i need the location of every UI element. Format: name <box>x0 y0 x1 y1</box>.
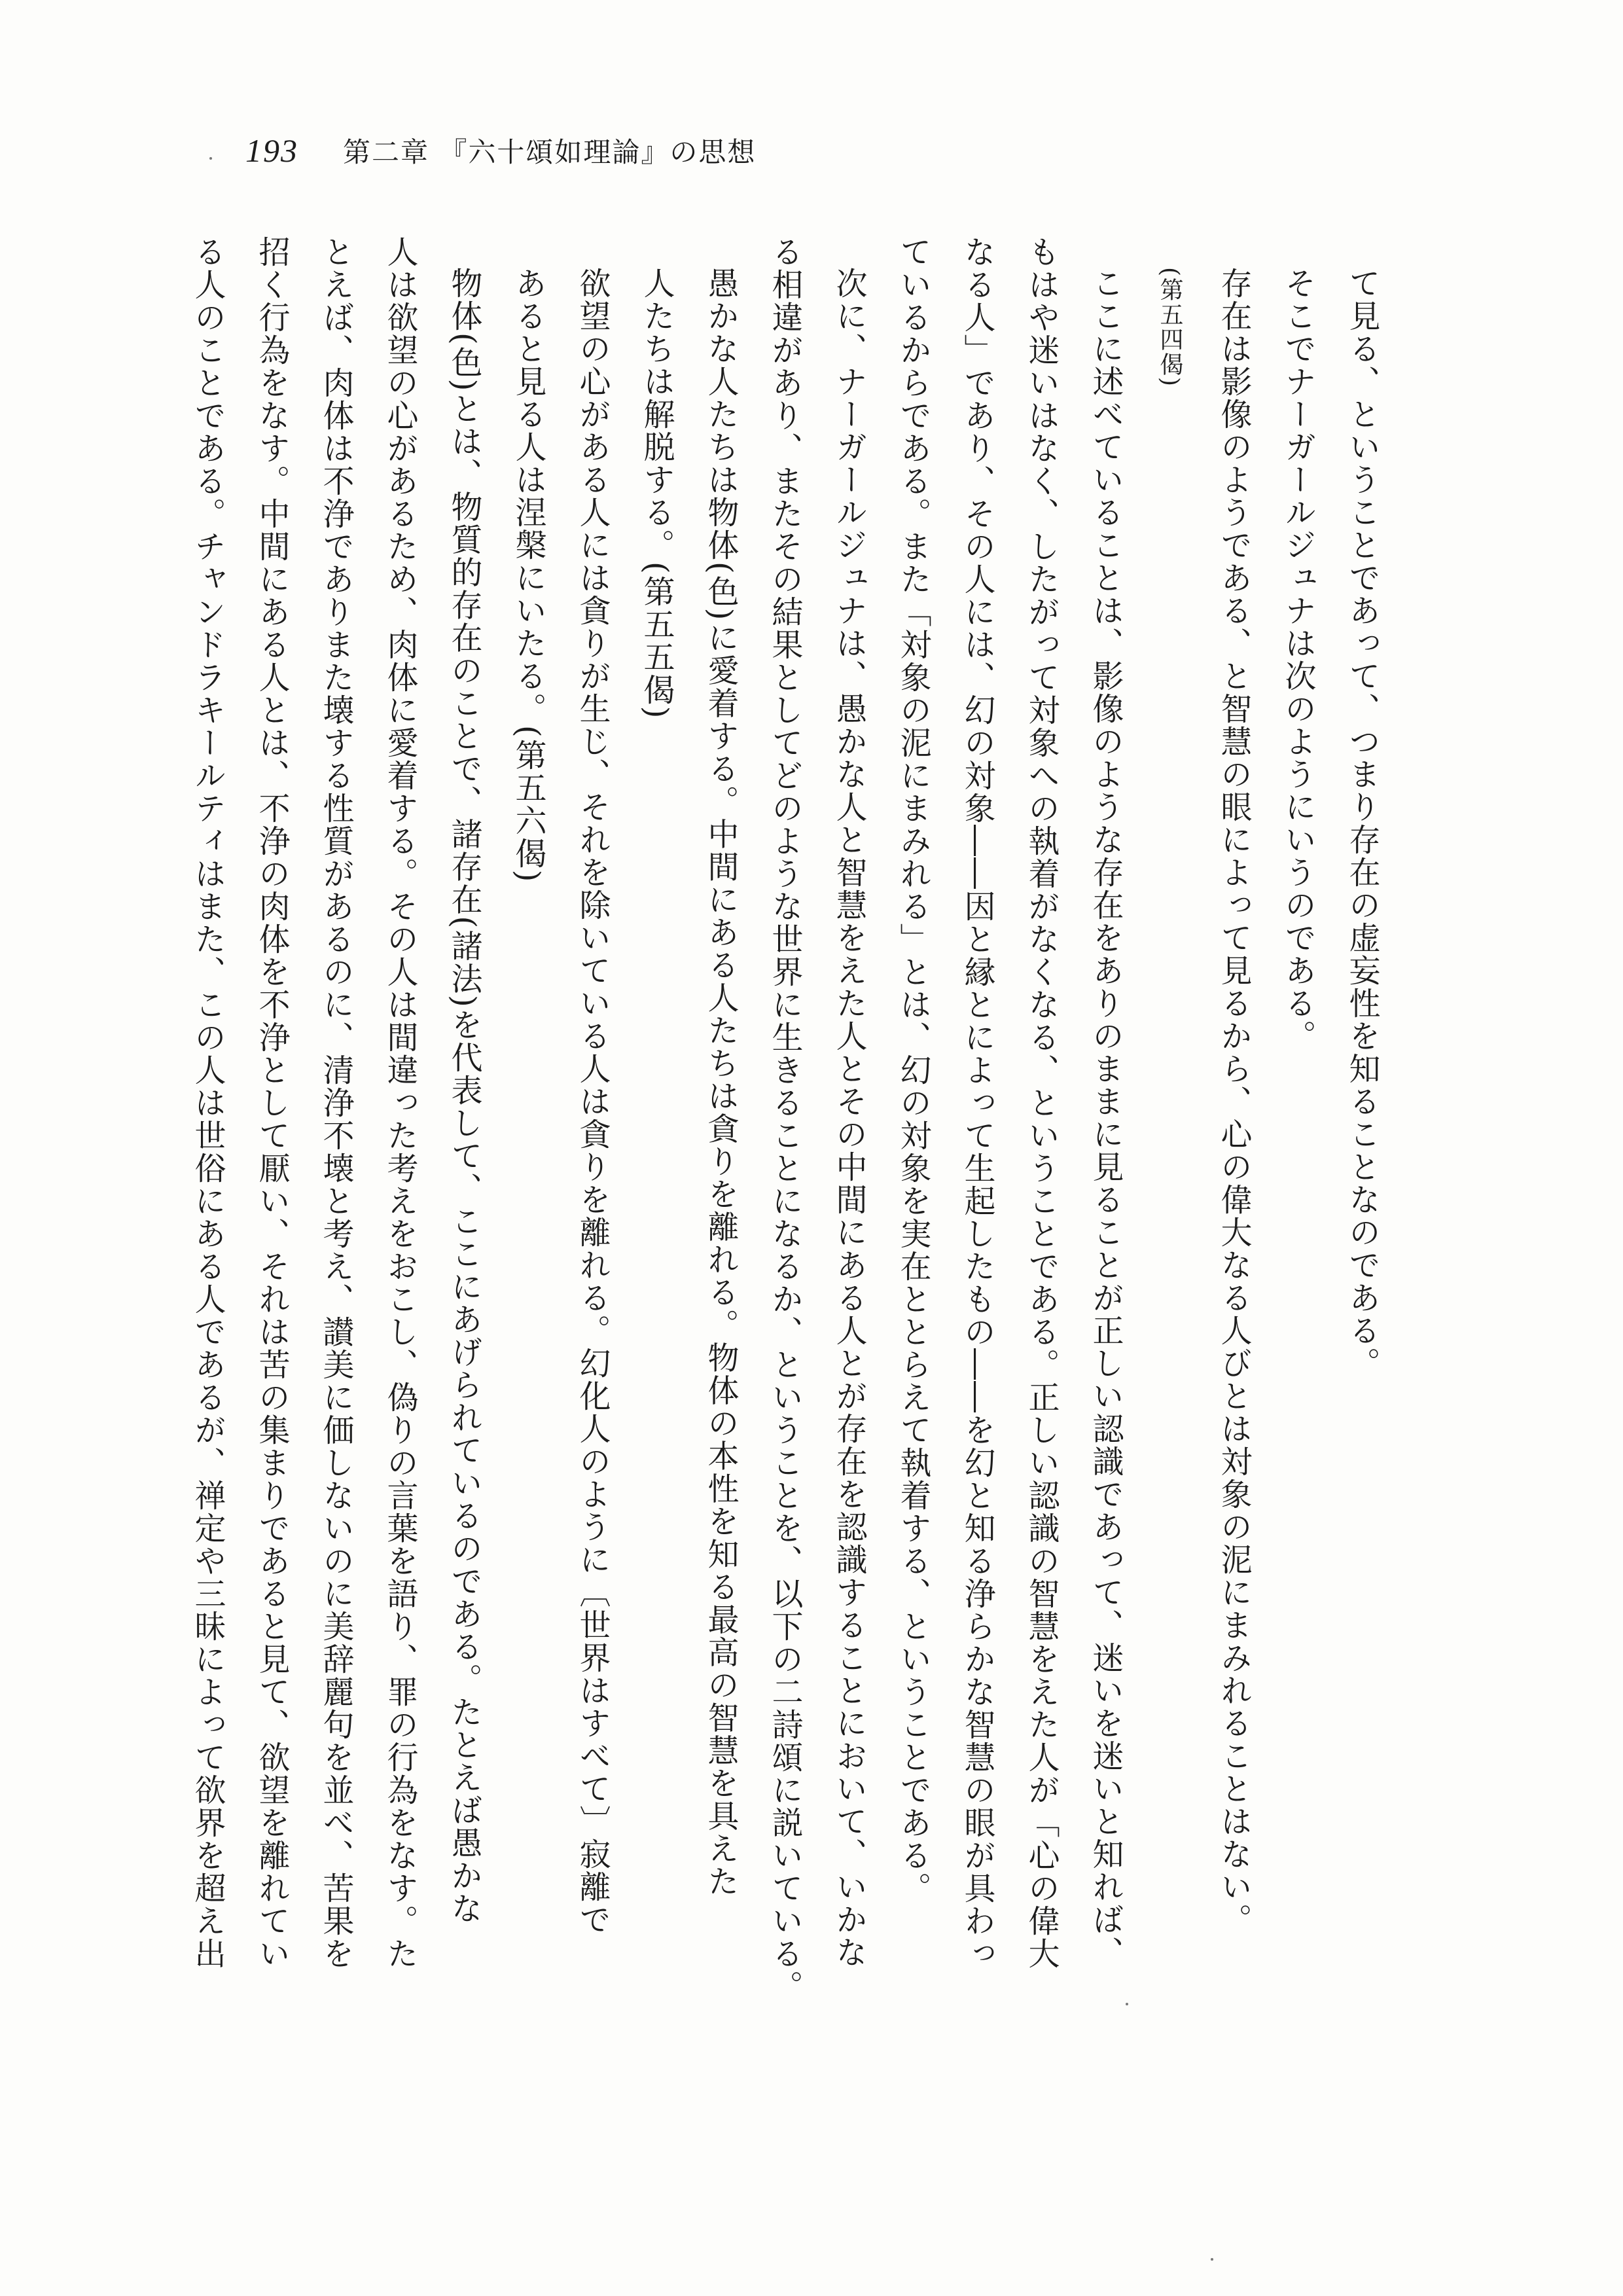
verse-line: 存在は影像のようである、と智慧の眼によって見るから、心の偉大なる人びとは対象の泥にまみれることはない。 <box>1215 267 1252 1936</box>
running-header <box>245 131 756 183</box>
text-line: る人のことである。チャンドラキールティはまた、この人は世俗にある人であるが、禅定や三昧によって欲界を超え出 <box>189 236 226 1970</box>
scan-speck <box>209 157 212 160</box>
body-text <box>189 236 1394 2003</box>
text-line: 招く行為をなす。中間にある人とは、不浄の肉体を不浄として厭い、それは苦の集まりであると見て、欲望を離れてい <box>253 236 290 1970</box>
text-line: る相違があり、またその結果としてどのような世界に生きることになるか、ということを、以下の二詩頌に説いている。 <box>766 236 803 2003</box>
text-line: 人は欲望の心があるため、肉体に愛着する。その人は間違った考えをおこし、偽りの言葉を語り、罪の行為をなす。た <box>382 236 418 1970</box>
page-number: 193 <box>245 132 298 169</box>
text-line: ここに述べていることは、影像のような存在をありのままに見ることが正しい認識であって、迷いを迷いと知れば、 <box>1087 267 1124 1969</box>
text-line: もはや迷いはなく、したがって対象への執着がなくなる、ということである。正しい認識の智慧をえた人が「心の偉大 <box>1023 236 1060 1970</box>
verse-line: あると見る人は涅槃にいたる。(第五六偈) <box>510 267 546 884</box>
verse-line: 欲望の心がある人には貪りが生じ、それを除いている人は貪りを離れる。幻化人のように〔世界はすべて〕寂離で <box>574 267 611 1936</box>
scan-speck <box>1126 2003 1128 2005</box>
text-line: て見る、ということであって、つまり存在の虚妄性を知ることなのである。 <box>1344 267 1380 1380</box>
text-line: なる人」であり、その人には、幻の対象――因と縁とによって生起したもの――を幻と知る浄らかな智慧の眼が具わっ <box>959 236 995 1970</box>
verse-line: 愚かな人たちは物体(色)に愛着する。中間にある人たちは貪りを離れる。物体の本性を知る最高の智慧を具えた <box>702 267 739 1898</box>
verse-reference: (第五四偈) <box>1156 267 1183 388</box>
chapter-title: 第二章 『六十頌如理論』の思想 <box>343 136 757 168</box>
text-line: ているからである。また「対象の泥にまみれる」とは、幻の対象を実在ととらえて執着する、ということである。 <box>895 236 931 1905</box>
text-line: 次に、ナーガールジュナは、愚かな人と智慧をえた人とその中間にある人とが存在を認識することにおいて、いかな <box>830 267 867 1969</box>
text-line: そこでナーガールジュナは次のようにいうのである。 <box>1279 267 1316 1052</box>
text-line: 物体(色)とは、物質的存在のことで、諸存在(諸法)を代表して、ここにあげられているのである。たとえば愚かな <box>446 267 482 1925</box>
scan-speck <box>1211 2258 1213 2261</box>
text-line: とえば、肉体は不浄でありまた壊する性質があるのに、清浄不壊と考え、讃美に価しないのに美辞麗句を並べ、苦果を <box>317 236 354 1970</box>
verse-line: 人たちは解脱する。(第五五偈) <box>638 267 675 720</box>
